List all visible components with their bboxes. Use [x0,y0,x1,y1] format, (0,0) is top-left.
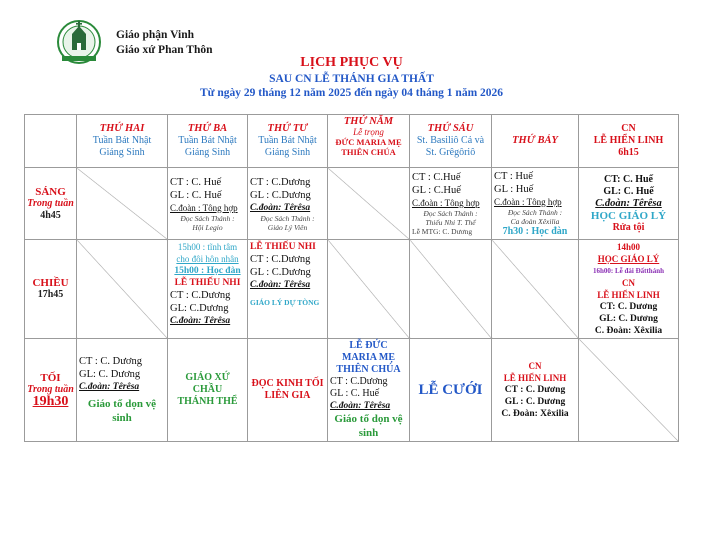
choir: C. Đoàn: Xêxilia [501,409,569,419]
catechist: GL : C.Huế [412,185,461,196]
celebrant: CT : C.Dương [250,254,311,265]
cleaning-duty: Giáo tổ dọn vệ sinh [87,398,157,424]
celebrant: CT : C.Dương [250,176,311,188]
choir: C.đoàn: Têrêsa [170,316,231,326]
celebrant: CT : C. Dương [504,385,566,395]
choir: C.đoàn : Tông hợp [494,196,562,207]
cell-empty [328,240,410,339]
catechist: GL : C. Dương [504,397,566,407]
cell-evening-sat [492,339,579,442]
col-header-sun [579,115,679,168]
row-label-afternoon [25,240,77,339]
music-class: 7h30 : Học đàn [502,225,568,237]
page-title: LỊCH PHỤC VỤ [300,55,403,70]
reading-note: Đọc Sách Thánh : [507,207,563,217]
col-header-sat [492,115,579,168]
reading-group: Ca đoàn Xêxilia [510,216,560,226]
day-sub1: LỄ HIỂN LINH [593,135,664,146]
cell-afternoon-wed [248,240,328,339]
retreat-note-2: cho đôi hôn nhân [176,254,239,264]
catechist: GL: C. Dương [79,369,141,380]
youth-mass: LỄ THIẾU NHI [250,242,316,252]
extra-note: Lễ MTG: C. Dương [412,227,473,236]
catechist: GL : C. Huế [170,189,222,201]
col-header-mon [77,115,168,168]
cell-evening-wed [248,339,328,442]
reading-note: Đọc Sách Thánh : [423,209,478,218]
diocese-label: Giáo phận Vinh [116,29,194,41]
choir: C.đoàn : Tông hợp [412,198,480,208]
day-name: THỨ NĂM [343,116,394,127]
catechism-time: 14h00 [616,242,640,252]
day-sub1: Tuần Bát Nhật [178,135,237,146]
celebrant: CT : C.Dương [330,376,388,387]
shrine-mass: 16h00: Lễ đài Đấtthánh [593,267,664,275]
day-sub2: Giáng Sinh [184,147,231,158]
wedding-mass: LỄ CƯỚI [418,382,483,398]
retreat-note: 15h00 : tĩnh tâm [177,242,238,252]
catechism-class: HỌC GIÁO LÝ [597,254,660,264]
day-name: THỨ HAI [99,123,145,134]
col-header-tue [168,115,248,168]
col-header-wed [248,115,328,168]
cell-morning-sat [492,168,579,240]
catechist: GL : C.Dương [250,267,311,278]
celebrant: CT : C.Dương [170,290,231,301]
day-sub2: 6h15 [618,147,639,158]
family-group: LIÊN GIA [264,390,311,401]
day-name: THỨ TƯ [267,123,308,134]
schedule-table [24,114,679,442]
choir: C.đoàn : Tông hợp [170,202,238,213]
evening-prayer: ĐỌC KINH TỐI [251,378,324,389]
cell-evening-fri [410,339,492,442]
cell-morning-wed [248,168,328,240]
celebrant: CT : Huế [494,170,533,182]
choir: C.đoàn: Têrêsa [79,382,140,392]
day-sub1: Tuần Bát Nhật [92,135,152,146]
catechist: GL : Huế [494,183,534,195]
reading-note: Đọc Sách Thánh : [180,213,235,223]
sunday-label: CN [622,278,635,288]
col-header-fri [410,115,492,168]
row-label-morning [25,168,77,240]
baptism: Rửa tội [612,221,645,233]
youth-mass: LỄ THIẾU NHI [174,278,241,288]
col-header-thu [328,115,410,168]
adoration-2: CHẦU [192,384,223,395]
choir: C.đoàn: Têrêsa [595,197,662,209]
celebrant: CT : C. Huế [170,176,222,188]
epiphany-label: LỄ HIỂN LINH [597,290,660,300]
day-sub1: St. Basiliô Cả và [416,135,485,146]
reading-note: Đọc Sách Thánh : [260,213,315,223]
row-label: SÁNG [35,185,66,198]
cell-empty [410,240,492,339]
row-label: CHIỀU [32,277,69,289]
row-afternoon [25,240,679,339]
mass-title-2: MARIA MẸ [341,352,396,363]
catechumen-class: GIÁO LÝ DỰ TÒNG [250,298,320,307]
celebrant: CT : C.Huế [412,172,461,183]
choir: C.đoàn: Têrêsa [330,401,391,411]
cell-empty [77,168,168,240]
cell-evening-thu [328,339,410,442]
row-sublabel: Trong tuần [27,197,74,209]
parish-label: Giáo xứ Phan Thôn [116,44,213,56]
day-name: CN [621,123,636,134]
catechism-class: HỌC GIÁO LÝ [590,209,667,222]
cell-afternoon-tue [168,240,248,339]
adoration-1: GIÁO XỨ [185,372,230,383]
cell-morning-tue [168,168,248,240]
row-time: 4h45 [40,209,61,221]
cell-empty [579,339,679,442]
music-class: 15h00 : Học đàn [174,266,241,276]
organization-name [116,28,213,58]
day-sub1: Tuần Bát Nhật [258,135,317,146]
choir: C.đoàn: Têrêsa [250,280,311,290]
reading-group: Thiếu Nhi T. Thể [425,218,476,227]
celebrant: CT: C. Huế [604,173,653,185]
cleaning-duty: Giáo tổ dọn vệ sinh [334,413,403,439]
adoration-3: THÁNH THỂ [177,396,238,407]
day-sub2: ĐỨC MARIA MẸ THIÊN CHÚA [335,137,402,157]
reading-group: Giáo Lý Viên [267,222,308,232]
reading-group: Hội Legio [192,222,223,232]
celebrant: CT : C. Dương [79,356,142,367]
cell-evening-tue [168,339,248,442]
mass-title-3: THIÊN CHÚA [336,364,401,375]
day-sub2: Giáng Sinh [264,147,311,158]
row-evening [25,339,679,442]
epiphany-label: LỄ HIỂN LINH [503,373,567,383]
cell-evening-mon [77,339,168,442]
catechist: GL: C. Huế [603,185,654,197]
catechist: GL : C.Dương [250,189,311,201]
page-subtitle: SAU CN LỄ THÁNH GIA THẤT [269,73,434,85]
row-time: 19h30 [32,394,69,409]
cell-empty [492,240,579,339]
corner-cell [25,115,77,168]
row-time: 17h45 [37,289,64,300]
mass-title-1: LỄ ĐỨC [349,340,388,351]
header-row [25,115,679,168]
catechist: GL: C. Dương [599,314,658,324]
day-name: THỨ BẢY [512,135,558,146]
cell-empty [328,168,410,240]
cell-afternoon-sun [579,240,679,339]
date-range: Từ ngày 29 tháng 12 năm 2025 đến ngày 04 tháng 1 năm 2026 [199,87,504,99]
day-sub2: St. Grêgôriô [425,147,476,158]
choir: C. Đoàn: Xêxilia [594,326,663,336]
row-label: TỐI [40,372,61,384]
cell-morning-sun [579,168,679,240]
celebrant: CT: C. Dương [599,302,658,312]
cell-morning-fri [410,168,492,240]
row-sublabel: Trong tuần [27,384,74,395]
row-morning [25,168,679,240]
day-sub1: Lễ trọng [353,127,384,137]
cell-empty [77,240,168,339]
row-label-evening [25,339,77,442]
choir: C.đoàn: Têrêsa [250,202,311,213]
catechist: GL : C. Huế [330,388,380,399]
day-name: THỨ SÁU [427,123,474,134]
sunday-label: CN [528,361,542,371]
day-name: THỨ BA [187,123,228,134]
day-sub2: Giáng Sinh [99,147,145,158]
catechist: GL: C.Dương [170,303,229,314]
